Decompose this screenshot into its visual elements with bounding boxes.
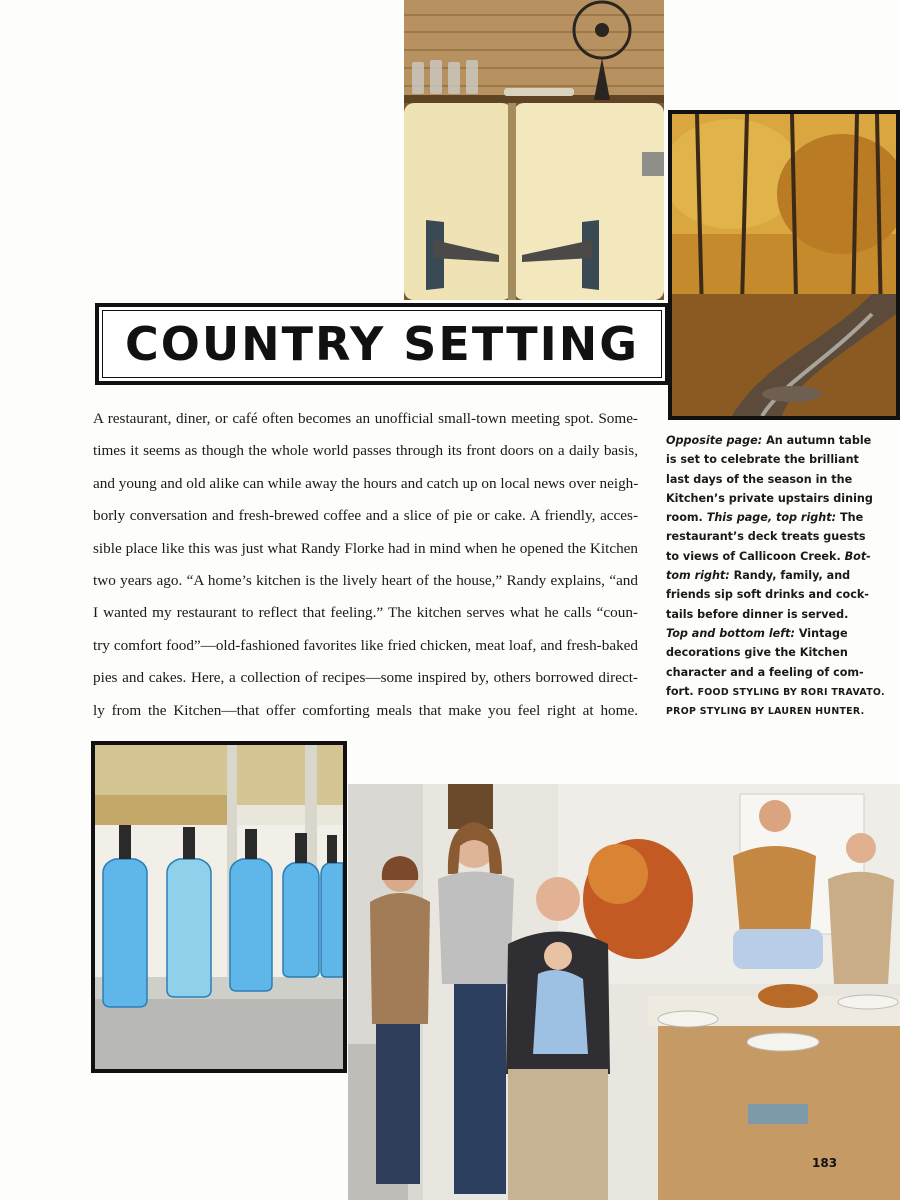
caption-locator: Top and bottom left:: [666, 626, 795, 640]
caption-locator: This page, top right:: [706, 511, 837, 525]
caption-locator: Opposite page:: [666, 434, 763, 447]
article-title: COUNTRY SETTING: [124, 317, 640, 371]
body-line: A restaurant, diner, or café often becomes an unofficial small-town meeting spot. Some-: [93, 410, 638, 427]
caption-text: character and a feeling of com-: [666, 665, 864, 679]
caption-text: tails before dinner is served.: [666, 607, 849, 621]
body-line: try comfort food”—old-fashioned favorites like fried chicken, meat loaf, and fresh-baked: [93, 636, 638, 654]
body-line: times it seems as though the whole world passes through its front doors on a daily basis,: [93, 442, 638, 460]
caption-text: Kitchen’s private upstairs dining: [666, 491, 873, 505]
body-line: ly from the Kitchen—that offer comforting meals that make you feel right at home.: [93, 701, 638, 719]
caption-text: The: [836, 511, 864, 525]
caption-text: is set to celebrate the brilliant: [666, 453, 859, 467]
caption-text: restaurant’s deck treats guests: [666, 530, 866, 544]
kitchen-refrigerator-photo: [404, 0, 664, 300]
caption-text: room.: [666, 511, 707, 525]
body-line: pies and cakes. Here, a collection of recipes—some inspired by, others borrowed direct-: [93, 669, 638, 687]
caption-credit: FOOD STYLING BY RORI TRAVATO.: [697, 686, 885, 698]
photo-caption: [666, 431, 885, 721]
caption-text: decorations give the Kitchen: [666, 646, 848, 660]
caption-locator: Bot-: [844, 549, 871, 563]
caption-credit: PROP STYLING BY LAUREN HUNTER.: [666, 706, 865, 718]
caption-text: Vintage: [794, 626, 848, 640]
body-line: I wanted my restaurant to reflect that feeling.” The kitchen serves what he calls “coun-: [93, 604, 638, 622]
caption-text: fort.: [666, 684, 698, 698]
body-line: and young and old alike can while away the hours and catch up on local news over neigh-: [93, 474, 639, 492]
caption-text: An autumn table: [762, 434, 872, 447]
caption-text: friends sip soft drinks and cock-: [666, 588, 869, 602]
body-line: borly conversation and fresh-brewed coffee and a slice of pie or cake. A friendly, acces-: [93, 507, 638, 525]
page-number: 183: [812, 1156, 838, 1170]
title-box: [95, 303, 669, 385]
autumn-creek-photo: [668, 110, 900, 420]
article-body: [93, 403, 638, 727]
caption-locator: tom right:: [666, 569, 730, 583]
body-line: two years ago. “A home’s kitchen is the lively heart of the house,” Randy explains, “and: [93, 572, 638, 590]
caption-text: Randy, family, and: [729, 569, 851, 583]
body-line: sible place like this was just what Randy Florke had in mind when he opened the Kitchen: [93, 539, 638, 557]
family-dinner-photo: [348, 784, 900, 1200]
seltzer-bottles-photo: [91, 741, 347, 1073]
caption-text: last days of the season in the: [666, 472, 853, 486]
caption-text: to views of Callicoon Creek.: [666, 549, 845, 563]
